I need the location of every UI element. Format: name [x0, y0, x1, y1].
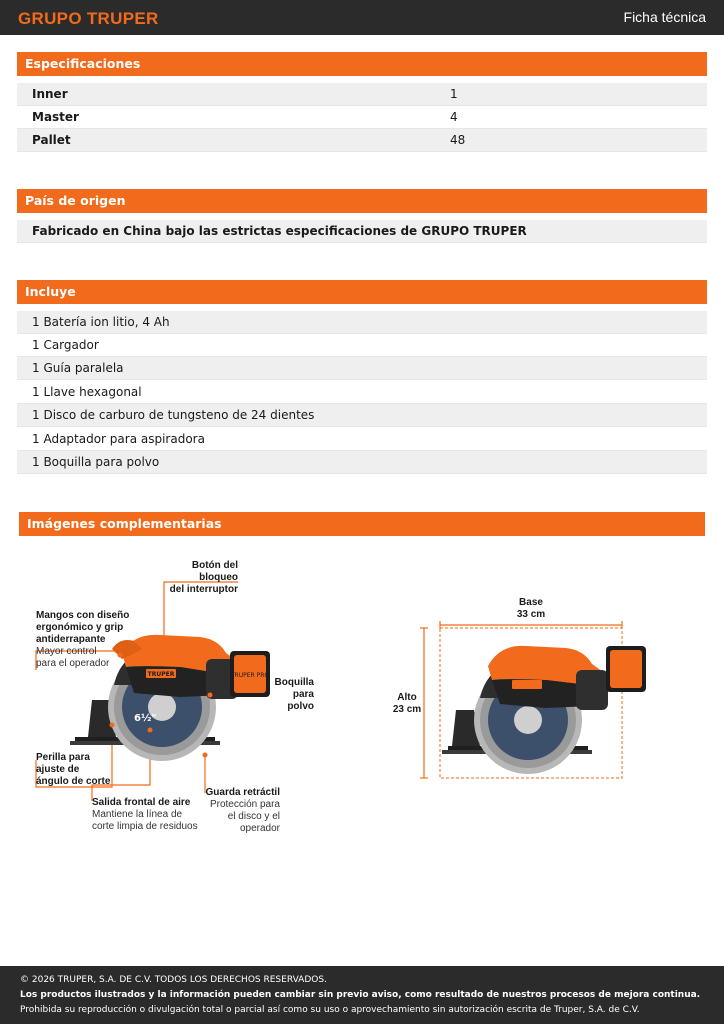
- spec-row: [17, 106, 707, 129]
- list-item: [17, 451, 707, 474]
- battery-label: TRUPER PRO: [230, 672, 270, 679]
- section-header-origin: País de origen: [17, 189, 707, 213]
- saw-logo: TRUPER: [147, 671, 175, 678]
- list-item: [17, 428, 707, 451]
- footer-prohibition: Prohibida su reproducción o divulgación total o parcial así como su uso o aprovechamiento sin autorización escrita de Truper, S.A. de C.V.: [20, 1005, 640, 1015]
- annotation-handles: Mangos con diseño ergonómico y grip antiderrapante Mayor control para el operador: [36, 610, 130, 669]
- include-item: 1 Boquilla para polvo: [32, 455, 160, 469]
- section-header-images: Imágenes complementarias: [19, 512, 705, 536]
- list-item: [17, 311, 707, 334]
- document-type: Ficha técnica: [623, 9, 706, 25]
- section-header-includes: Incluye: [17, 280, 707, 304]
- brand-logo: GRUPO TRUPER: [18, 9, 159, 28]
- spec-label: Master: [32, 110, 79, 124]
- spec-label: Inner: [32, 87, 68, 101]
- dimension-base: Base 33 cm: [516, 597, 546, 620]
- include-item: 1 Cargador: [32, 338, 99, 352]
- annotation-guard: Guarda retráctil Protección para el disco y el operador: [205, 787, 280, 834]
- dimension-height: Alto 23 cm: [392, 692, 422, 715]
- annotation-knob: Perilla para ajuste de ángulo de corte: [36, 752, 111, 787]
- spec-label: Pallet: [32, 133, 71, 147]
- spec-row: [17, 129, 707, 152]
- annotation-air-outlet: Salida frontal de aire Mantiene la línea de corte limpia de residuos: [92, 797, 198, 832]
- footer-notice: Los productos ilustrados y la información pueden cambiar sin previo aviso, como resultado de nuestros procesos de mejora continua.: [20, 990, 701, 1000]
- blade-size: 6½": [134, 713, 157, 724]
- list-item: [17, 357, 707, 380]
- footer: [0, 966, 724, 1024]
- list-item: [17, 404, 707, 427]
- list-item: [17, 381, 707, 404]
- annotation-nozzle: Boquilla para polvo: [274, 677, 314, 712]
- saw-dimensions-image: [416, 620, 656, 785]
- spec-row: [17, 83, 707, 106]
- annotation-lock-button: Botón del bloqueo del interruptor: [169, 560, 238, 595]
- include-item: 1 Llave hexagonal: [32, 385, 142, 399]
- include-item: 1 Guía paralela: [32, 361, 124, 375]
- include-item: 1 Disco de carburo de tungsteno de 24 dientes: [32, 408, 315, 422]
- section-header-specs: Especificaciones: [17, 52, 707, 76]
- list-item: [17, 334, 707, 357]
- top-bar: [0, 0, 724, 35]
- spec-value: 4: [450, 110, 458, 124]
- include-item: 1 Adaptador para aspiradora: [32, 432, 205, 446]
- origin-text: Fabricado en China bajo las estrictas especificaciones de GRUPO TRUPER: [32, 224, 527, 238]
- spec-value: 48: [450, 133, 466, 147]
- include-item: 1 Batería ion litio, 4 Ah: [32, 315, 170, 329]
- spec-value: 1: [450, 87, 458, 101]
- footer-copyright: © 2026 TRUPER, S.A. DE C.V. TODOS LOS DERECHOS RESERVADOS.: [20, 975, 327, 985]
- origin-row: [17, 220, 707, 243]
